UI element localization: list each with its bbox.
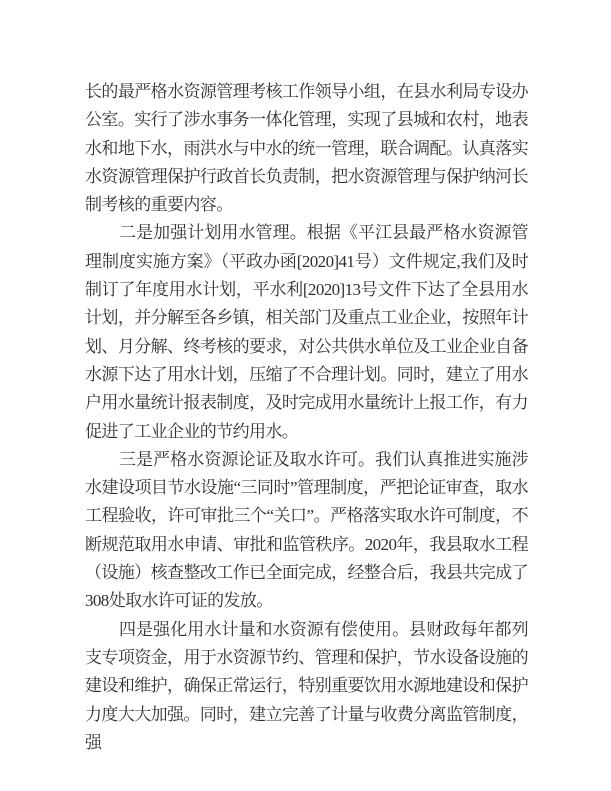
paragraph-item-3: 三是严格水资源论证及取水许可。我们认真推进实施涉水建设项目节水设施“三同时”管理制度，严把论证审查，取水工程验收，许可审批三个“关口”。严格落实取水许可制度，不断规范取用水申请、审批和监管秩序。2020年，我县取水工程（设施）核查整改工作已全面完成，经整合后，我县共完成了308处取水许可证的发放。: [85, 449, 528, 611]
paragraph-item-4: 四是强化用水计量和水资源有偿使用。县财政每年都列支专项资金，用于水资源节约、管理和保护，节水设备设施的建设和维护，确保正常运行，特别重要饮用水源地建设和保护力度大大加强。同时，建立完善了计量与收费分离监管制度，强: [85, 619, 528, 752]
document-text-block: [85, 78, 528, 757]
paragraph-item-2: 二是加强计划用水管理。根据《平江县最严格水资源管理制度实施方案》（平政办函[2020]41号）文件规定,我们及时制订了年度用水计划，平水利[2020]13号文件下达了全县用水计划，并分解至各乡镇，相关部门及重点工业企业，按照年计划、月分解、终考核的要求，对公共供水单位及工业企业自备水源下达了用水计划，压缩了不合理计划。同时，建立了用水户用水量统计报表制度，及时完成用水量统计上报工作，有力促进了工业企业的节约用水。: [85, 223, 528, 441]
paragraph-continuation: 长的最严格水资源管理考核工作领导小组，在县水利局专设办公室。实行了涉水事务一体化管理，实现了县城和农村，地表水和地下水，雨洪水与中水的统一管理，联合调配。认真落实水资源管理保护行政首长负责制，把水资源管理与保护纳河长制考核的重要内容。: [85, 82, 528, 215]
